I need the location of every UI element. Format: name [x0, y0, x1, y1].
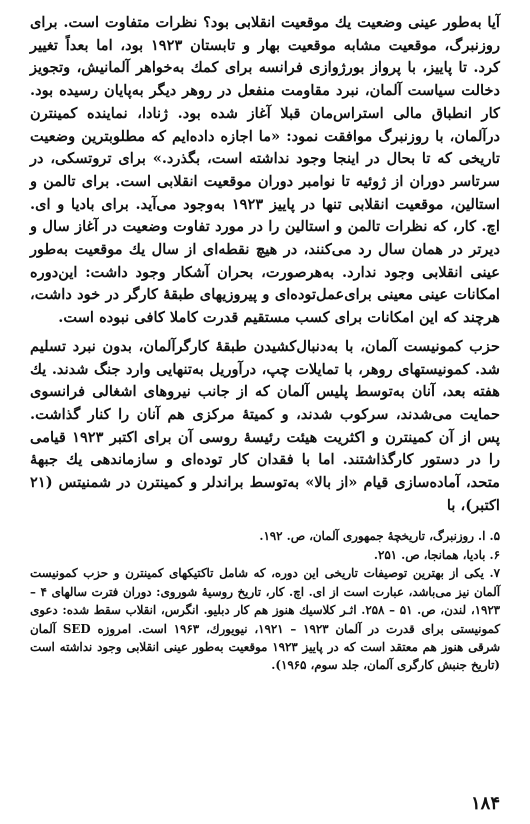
- footnote-5: ۵. ا. روزنبرگ، تاریخچهٔ جمهوری آلمان، ص. ۱۹۲.: [259, 529, 500, 544]
- page-number: ۱۸۴: [470, 793, 500, 814]
- body-paragraph-2: حزب کمونیست آلمان، با به‌دنبال‌کشیدن طبقهٔ کارگرآلمان، بدون نبرد تسلیم شد. کمونیستهای روهر، با تمایلات چپ، درآوریل به‌تنهایی وارد جنگ شدند. یك هفته بعد، آنان به‌توسط پلیس آلمان که از جانب نیروهای اشغالی فرانسوی حمایت می‌شدند، سرکوب شدند، و کمیتهٔ مرکزی هم آنان را کنار گذاشت. پس از آن کمینترن و اکثریت هیئت رئیسهٔ روسی آن برای اکتبر ۱۹۲۳ قیامی را در دستور کارگذاشتند. اما با فقدان کار توده‌ای و سازماندهی یك جبههٔ متحد، آماده‌سازی قیام «از بالا» به‌توسط براندلر و کمینترن در شمنیتس (۲۱ اکتبر)، با: [30, 337, 500, 514]
- footnotes: [30, 527, 500, 674]
- footnote-6: ۶. بادیا، همانجا، ص. ۲۵۱.: [373, 547, 500, 562]
- footnote-7: ۷. یکی از بهترین توصیفات تاریخی این دوره، که شامل تاکتیکهای کمینترن و حزب کمونیست آلمان نیز می‌باشد، عبارت است از ای. اچ. کار، تاریخ روسیهٔ شوروی: دوران فترت سالهای ۴ – ۱۹۲۳، لندن، ص. ۵۱ – ۲۵۸. اثـر کلاسیك هنوز هم کار دبلیو. انگرس، انقلاب سقط شده: دعوی کمونیستی برای قدرت در آلمان ۱۹۲۳ – ۱۹۲۱، نیویورك، ۱۹۶۳ است. امروزه SED آلمان شرقی هنوز هم معتقد است که در پاییز ۱۹۲۳ موقعیت به‌طور عینی انقلابی وجود نداشته است (تاریخ جنبش کارگری آلمان، جلد سوم، ۱۹۶۵).: [30, 566, 500, 673]
- main-text: [30, 12, 500, 517]
- body-paragraph-1: آیا به‌طور عینی وضعیت یك موقعیت انقلابی بود؟ نظرات متفاوت است. برای روزنبرگ، موقعیت مشابه موقعیت بهار و تابستان ۱۹۲۳ بود، اما بعداً تغییر کرد. تا پاییز، با پرواز بورژوازی فرانسه برای کمك به‌خواهر آلمانیش، وتجویز دخالت سیاست آلمان، نبرد مقاومت منفعل در روهر دیگر به‌پایان رسیده بود. کار انطباق مالی استراس‌مان قبلا آغاز شده بود. ژنادا، نماینده کمینترن درآلمان، با روزنبرگ موافقت نمود: «ما اجازه داده‌ایم که مطلوبترین وضعیت تاریخی که تا بحال در اینجا وجود نداشته است، بگذرد.» برای تروتسکی، در سرتاسر دوران از ژوئیه تا نوامبر دوران موقعیت انقلابی است. برای تالمن و استالین، موقعیت انقلابی تنها در پاییز ۱۹۲۳ به‌وجود می‌آید. برای بادیا و ای. اچ. کار، که نظرات تالمن و استالین را در مورد تفاوت وضعیت در آغاز سال و دیرتر در همان سال رد می‌کنند، در هیچ نقطه‌ای از سال یك موقعیت به‌طور عینی انقلابی وجود ندارد. به‌هرصورت، بحران آشکار وجود داشت: این‌دوره امکانات عینی معینی برای‌عمل‌توده‌ای و پیروزیهای طبقهٔ کارگر در خود داشت، هرچند که این امکانات برای کسب مستقیم قدرت کاملا کافی نبوده است.: [30, 14, 500, 327]
